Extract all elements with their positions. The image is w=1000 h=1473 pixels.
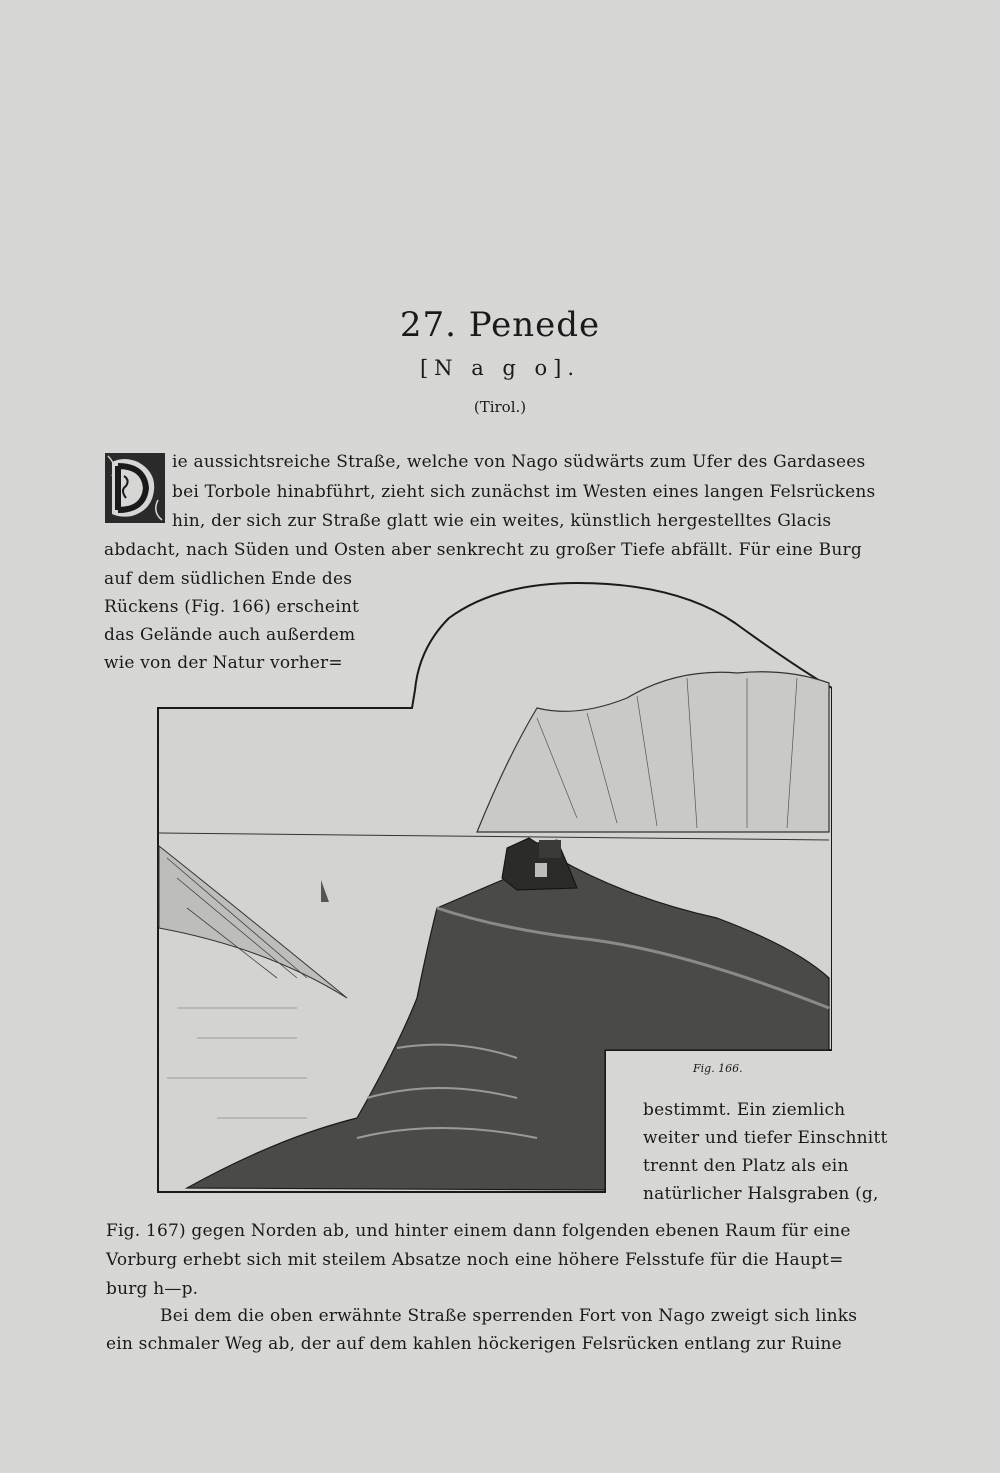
place-name: [N a g o]. [419, 356, 581, 380]
text-line: abdacht, nach Süden und Osten aber senkrecht zu großer Tiefe abfällt. Für eine Burg [104, 540, 862, 560]
text-line: Fig. 167) gegen Norden ab, und hinter einem dann folgenden ebenen Raum für eine [106, 1221, 851, 1241]
text-line: ein schmaler Weg ab, der auf dem kahlen höckerigen Felsrücken entlang zur Ruine [106, 1334, 842, 1354]
text-line: Rückens (Fig. 166) erscheint [104, 597, 360, 617]
text-line: Bei dem die oben erwähnte Straße sperrenden Fort von Nago zweigt sich links [160, 1306, 858, 1326]
chapter-title: 27. Penede [399, 305, 601, 345]
text-line: Vorburg erhebt sich mit steilem Absatze noch eine höhere Felsstufe für die Haupt= [106, 1250, 844, 1270]
text-line: bei Torbole hinabführt, zieht sich zunächst im Westen eines langen Felsrückens [172, 482, 876, 502]
text-line: weiter und tiefer Einschnitt [643, 1128, 888, 1148]
text-line: burg h—p. [106, 1279, 199, 1299]
text-line: hin, der sich zur Straße glatt wie ein weites, künstlich hergestelltes Glacis [172, 511, 832, 531]
text-line: trennt den Platz als ein [643, 1156, 849, 1176]
dropcap-ornament [104, 452, 166, 524]
text-line: bestimmt. Ein ziemlich [643, 1100, 846, 1120]
text-line: auf dem südlichen Ende des [104, 569, 353, 589]
text-line: das Gelände auch außerdem [104, 625, 356, 645]
text-line: wie von der Natur vorher= [104, 653, 343, 673]
figure-caption: Fig. 166. [693, 1062, 743, 1075]
text-line: natürlicher Halsgraben (g, [643, 1184, 879, 1204]
region-label: (Tirol.) [473, 398, 527, 416]
text-line: ie aussichtsreiche Straße, welche von Nago südwärts zum Ufer des Gardasees [172, 452, 866, 472]
